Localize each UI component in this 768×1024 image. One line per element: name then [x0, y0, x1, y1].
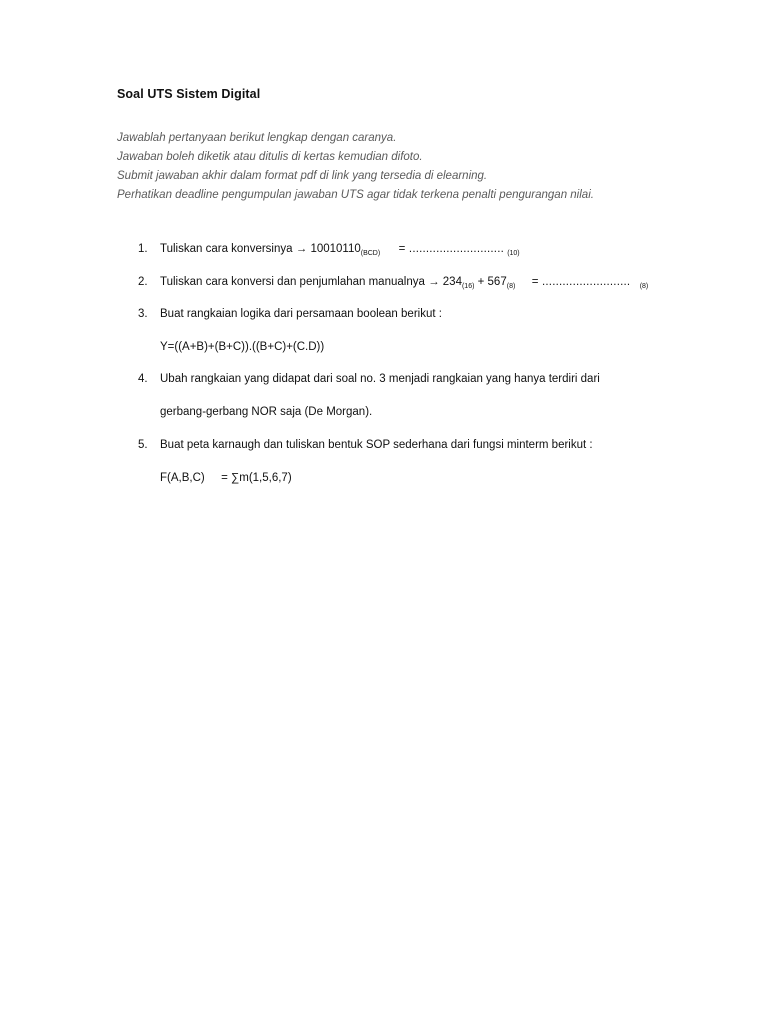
question-number: 4. [138, 373, 148, 385]
question-text [160, 243, 520, 255]
question-text [160, 276, 648, 288]
arrow-right-icon: → [295, 243, 308, 255]
result-base-subscript: (10) [507, 250, 520, 257]
question-number: 1. [138, 243, 148, 255]
question-text-continued: gerbang-gerbang NOR saja (De Morgan). [160, 406, 373, 418]
instruction-line: Perhatikan deadline pengumpulan jawaban UTS agar tidak terkena penalti pengurangan nilai. [117, 189, 594, 201]
instructions-block [117, 129, 737, 205]
hex-value: 234 [442, 276, 462, 288]
bcd-subscript: (BCD) [360, 250, 381, 257]
octal-value: + 567 [477, 276, 507, 288]
instruction-line: Jawablah pertanyaan berikut lengkap dengan caranya. [117, 132, 397, 144]
question-number: 3. [138, 308, 148, 320]
minterm-list: = ∑m(1,5,6,7) [221, 472, 292, 484]
bcd-value: 10010110 [310, 243, 361, 255]
result-base-subscript: (8) [639, 283, 649, 290]
question-number: 2. [138, 276, 148, 288]
answer-blank: = .......................... [531, 276, 631, 288]
question-prompt: Tuliskan cara konversi dan penjumlahan manualnya [160, 276, 425, 288]
question-text: Buat rangkaian logika dari persamaan boolean berikut : [160, 308, 442, 320]
question-number: 5. [138, 439, 148, 451]
function-name: F(A,B,C) [160, 472, 205, 484]
question-text: Buat peta karnaugh dan tuliskan bentuk SOP sederhana dari fungsi minterm berikut : [160, 439, 593, 451]
arrow-right-icon: → [428, 276, 440, 288]
document-title: Soal UTS Sistem Digital [117, 87, 261, 101]
octal-subscript: (8) [506, 283, 516, 290]
answer-blank: = ............................ [398, 243, 504, 255]
minterm-function [160, 472, 292, 484]
instruction-line: Jawaban boleh diketik atau ditulis di kertas kemudian difoto. [117, 151, 423, 163]
hex-subscript: (16) [461, 283, 475, 290]
instruction-line: Submit jawaban akhir dalam format pdf di link yang tersedia di elearning. [117, 170, 488, 182]
question-prompt: Tuliskan cara konversinya [160, 243, 293, 255]
question-text: Ubah rangkaian yang didapat dari soal no. 3 menjadi rangkaian yang hanya terdiri dari [160, 373, 600, 385]
boolean-equation: Y=((A+B)+(B+C)).((B+C)+(C.D)) [160, 341, 325, 353]
